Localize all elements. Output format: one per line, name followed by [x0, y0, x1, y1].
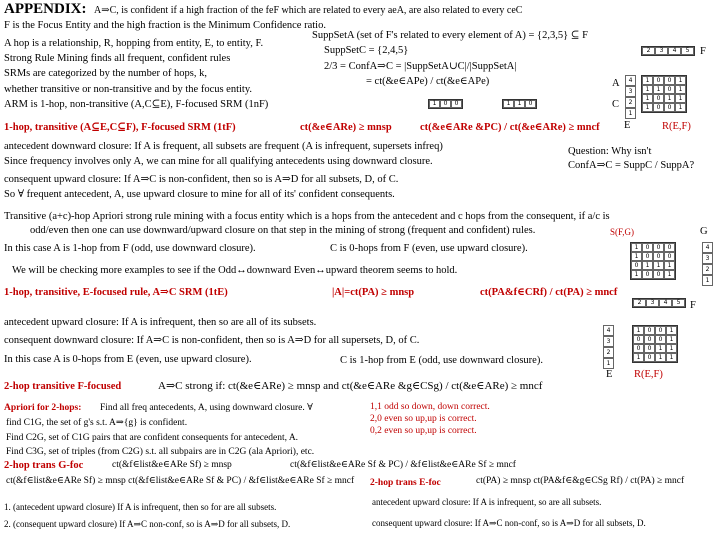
rule1-down2: Since frequency involves only A, we can mine for all qualifying antecedents using downward closure.: [4, 156, 433, 167]
ref-cell: 1: [642, 76, 653, 85]
hop2-title: 2-hop transitive F-focused: [4, 381, 122, 392]
g-ids-column: [702, 242, 713, 286]
e-id-cell: 1: [603, 358, 614, 369]
vector-pc: [502, 99, 537, 109]
ref-cell: 0: [644, 344, 655, 353]
ref-cell: 0: [644, 335, 655, 344]
gfoc-line2: ct(&f∈list&e∈ARe Sf) ≥ mnsp ct(&f∈list&e∈ARe Sf & PC) / &f∈list&e∈ARe Sf ≥ mncf: [6, 476, 355, 486]
ref-cell: 1: [653, 85, 664, 94]
sfg-cell: 1: [631, 270, 642, 279]
hop2-apriori: Apriori for 2-hops:: [4, 403, 82, 413]
g-id-cell: 4: [702, 242, 713, 253]
ref-cell: 1: [666, 335, 677, 344]
sfg-cell: 0: [642, 270, 653, 279]
ref-cell: 1: [666, 326, 677, 335]
e-id-cell: 1: [625, 108, 636, 119]
rule2-up: consequent downward closure: If A⇒C is non-confident, then so is A⇒D for all supersets, D, of C.: [4, 335, 420, 346]
e-id-cell: 4: [603, 325, 614, 336]
label-g: G: [700, 226, 708, 237]
sfg-cell: 0: [642, 243, 653, 252]
sfg-cell: 0: [642, 252, 653, 261]
hop2-note-2: 2,0 even so up,up is correct.: [370, 414, 477, 424]
g-id-cell: 1: [702, 275, 713, 286]
ref-cell: 1: [675, 94, 686, 103]
vec-cell: 0: [440, 100, 451, 108]
f-header-cell: 4: [659, 299, 672, 307]
question: Question: Why isn't: [568, 146, 652, 157]
f-header-cell: 3: [646, 299, 659, 307]
ref-cell: 0: [655, 326, 666, 335]
sfg-cell: 1: [642, 261, 653, 270]
ref-cell: 0: [664, 76, 675, 85]
rule1-up2: So ∀ frequent antecedent, A, use upward closure to mine for all of its' confident consequents.: [4, 189, 395, 200]
sfg-matrix: [630, 242, 676, 280]
rule2-title: 1-hop, transitive, E-focused rule, A⇒C SRM (1tE): [4, 287, 228, 298]
gfoc-2: ct(&f∈list&e∈ARe Sf & PC) / &f∈list&e∈ARe Sf ≥ mncf: [290, 460, 516, 470]
label-e-top: E: [624, 120, 631, 131]
ref-cell: 0: [653, 94, 664, 103]
ref-cell: 1: [666, 353, 677, 362]
example-line-1: SuppSetA (set of F's related to every element of A) = {2,3,5} ⊆ F: [312, 30, 589, 41]
question-2: ConfA⇒C = SuppC / SuppA?: [568, 160, 695, 171]
rule1-up: consequent upward closure: If A⇒C is non-confident, then so is A⇒D for all subsets, D, of C.: [4, 174, 399, 185]
rule1-down: antecedent downward closure: If A is frequent, all subsets are frequent (A is infrequent, supersets infreq): [4, 141, 443, 152]
sfg-cell: 1: [631, 252, 642, 261]
closure-r1: antecedent upward closure: If A is infrequent, so are all subsets.: [372, 497, 602, 507]
hop2-rule: A⇒C strong if: ct(&e∈ARe) ≥ mnsp and ct(&e∈ARe &g∈CSg) / ct(&e∈ARe) ≥ mncf: [158, 380, 543, 392]
transitive-checking: We will be checking more examples to see if the Odd↔downward Even↔upward theorem seems to hold.: [12, 265, 458, 276]
vector-pa: [428, 99, 463, 109]
closure-l1: 1. (antecedent upward closure) If A is infrequent, then so for are all subsets.: [4, 502, 277, 512]
hop2-find-1: find C1G, the set of g's s.t. A⇒{g} is confident.: [6, 418, 188, 428]
rule2-case: In this case A is 0-hops from E (even, use upward closure).: [4, 354, 252, 365]
closure-l2: 2. (consequent upward closure) If A⇒C non-conf, so is A⇒D for all subsets, D.: [4, 519, 291, 529]
vec-cell: 1: [429, 100, 440, 108]
ref-cell: 1: [642, 94, 653, 103]
hop2-note-3: 0,2 even so up,up is correct.: [370, 426, 477, 436]
appendix-title: APPENDIX:: [4, 1, 87, 17]
label-c: C: [612, 99, 620, 110]
f-header-cell: 5: [681, 47, 694, 55]
example-line-2: SuppSetC = {2,4,5}: [324, 45, 409, 56]
efoc-text: ct(PA) ≥ mnsp ct(PA&f∈&g∈CSg Rf) / ct(PA) ≥ mncf: [476, 476, 685, 486]
e-id-cell: 2: [625, 97, 636, 108]
sfg-cell: 1: [664, 270, 675, 279]
e-ids-column: [625, 75, 636, 119]
ref-cell: 1: [675, 103, 686, 112]
ref-cell: 0: [664, 103, 675, 112]
e-id-cell: 2: [603, 347, 614, 358]
e-ids-column-2: [603, 325, 614, 369]
label-ref-mid: R(E,F): [634, 369, 663, 380]
hop2-find-3: Find C3G, set of triples (from C2G) s.t. all subpairs are in C2G (ala Apriori), etc.: [6, 447, 315, 457]
ref-cell: 0: [664, 85, 675, 94]
example-line-4: = ct(&e∈APe) / ct(&e∈APe): [366, 76, 490, 87]
f-header-cell: 5: [672, 299, 685, 307]
label-sfg: S(F,G): [610, 227, 635, 237]
f-header-cell: 4: [668, 47, 681, 55]
sfg-cell: 1: [653, 261, 664, 270]
ref-cell: 0: [653, 103, 664, 112]
ref-cell: 1: [633, 353, 644, 362]
label-e-mid: E: [606, 369, 613, 380]
ref-cell: 0: [644, 326, 655, 335]
ref-cell: 1: [633, 326, 644, 335]
ref-cell: 1: [666, 344, 677, 353]
vec-cell: 0: [525, 100, 536, 108]
sfg-cell: 0: [664, 252, 675, 261]
f-header-cell: 2: [642, 47, 655, 55]
ref-cell: 1: [642, 85, 653, 94]
sfg-cell: 1: [664, 261, 675, 270]
efoc-title: 2-hop trans E-foc: [370, 478, 441, 488]
def-line-6: ARM is 1-hop, non-transitive (A,C⊆E), F-focused SRM (1nF): [4, 99, 269, 110]
sfg-cell: 0: [653, 243, 664, 252]
ref-cell: 1: [664, 94, 675, 103]
f-header-cell: 2: [633, 299, 646, 307]
rule2-caseb: C is 1-hop from E (odd, use downward closure).: [340, 355, 543, 366]
rule1-mnsp: ct(&e∈ARe) ≥ mnsp: [300, 122, 392, 133]
rule1-title: 1-hop, transitive (A⊆E,C⊆F), F-focused SRM (1tF): [4, 122, 236, 133]
def-line-4: SRMs are categorized by the number of hops, k,: [4, 68, 207, 79]
e-id-cell: 4: [625, 75, 636, 86]
transitive-line-1: Transitive (a+c)-hop Apriori strong rule mining with a focus entity which is a hops from the antecedent and c hops from the consequent, if a/c is: [4, 211, 610, 222]
rule2-mncf: ct(PA&f∈CRf) / ct(PA) ≥ mncf: [480, 287, 618, 298]
vec-cell: 0: [451, 100, 462, 108]
hop2-apriori-text: Find all freq antecedents, A, using downward closure. ∀: [100, 403, 313, 413]
f-header-grid: [641, 46, 695, 56]
def-line-1: F is the Focus Entity and the high fraction is the Minimum Confidence ratio.: [4, 20, 326, 31]
ref-cell: 0: [633, 344, 644, 353]
rule2-mnsp: |A|=ct(PA) ≥ mnsp: [332, 287, 415, 298]
e-id-cell: 3: [625, 86, 636, 97]
ref-cell: 0: [644, 353, 655, 362]
hop2-find-2: Find C2G, set of C1G pairs that are confident consequents for antecedent, A.: [6, 433, 299, 443]
label-ref-top: R(E,F): [662, 121, 691, 132]
g-id-cell: 3: [702, 253, 713, 264]
appendix-subtitle: A⇒C, is confident if a high fraction of the feF which are related to every aeA, are also related to every ceC: [94, 5, 523, 16]
hop2-note-1: 1,1 odd so down, down correct.: [370, 402, 490, 412]
label-a: A: [612, 78, 620, 89]
ref-cell: 1: [675, 85, 686, 94]
def-line-5: whether transitive or non-transitive and by the focus entity.: [4, 84, 253, 95]
ref-cell: 0: [655, 335, 666, 344]
ref-cell: 1: [655, 353, 666, 362]
sfg-cell: 0: [653, 252, 664, 261]
rule2-down: antecedent upward closure: If A is infrequent, then so are all of its subsets.: [4, 317, 317, 328]
vec-cell: 1: [514, 100, 525, 108]
vec-cell: 1: [503, 100, 514, 108]
ref-cell: 0: [653, 76, 664, 85]
ref-cell: 0: [633, 335, 644, 344]
gfoc-title: 2-hop trans G-foc: [4, 460, 84, 471]
label-f-top: F: [700, 46, 706, 57]
transitive-case1: In this case A is 1-hop from F (odd, use downward closure).: [4, 243, 256, 254]
label-f-mid: F: [690, 300, 696, 311]
sfg-cell: 0: [664, 243, 675, 252]
ref-cell: 1: [642, 103, 653, 112]
def-line-3: Strong Rule Mining finds all frequent, confident rules: [4, 53, 231, 64]
e-id-cell: 3: [603, 336, 614, 347]
sfg-cell: 1: [631, 243, 642, 252]
ref-matrix-2: [632, 325, 678, 363]
sfg-cell: 0: [631, 261, 642, 270]
closure-r2: consequent upward closure: If A⇒C non-conf, so is A⇒D for all subsets, D.: [372, 518, 646, 528]
ref-matrix: [641, 75, 687, 113]
transitive-case1b: C is 0-hops from F (even, use upward closure).: [330, 243, 528, 254]
f-header-cell: 3: [655, 47, 668, 55]
sfg-cell: 0: [653, 270, 664, 279]
transitive-line-2: odd/even then one can use downward/upward closure on that step in the mining of strong (frequent and confident) rules.: [30, 225, 536, 236]
gfoc-1: ct(&f∈list&e∈ARe Sf) ≥ mnsp: [112, 460, 232, 470]
g-id-cell: 2: [702, 264, 713, 275]
example-line-3: 2/3 = ConfA⇒C = |SuppSetA∪C|/|SuppSetA|: [324, 61, 517, 72]
ref-cell: 1: [655, 344, 666, 353]
rule1-mncf: ct(&e∈ARe &PC) / ct(&e∈ARe) ≥ mncf: [420, 122, 600, 133]
def-line-2: A hop is a relationship, R, hopping from entity, E, to entity, F.: [4, 38, 264, 49]
ref-cell: 1: [675, 76, 686, 85]
f-header-grid-2: [632, 298, 686, 308]
